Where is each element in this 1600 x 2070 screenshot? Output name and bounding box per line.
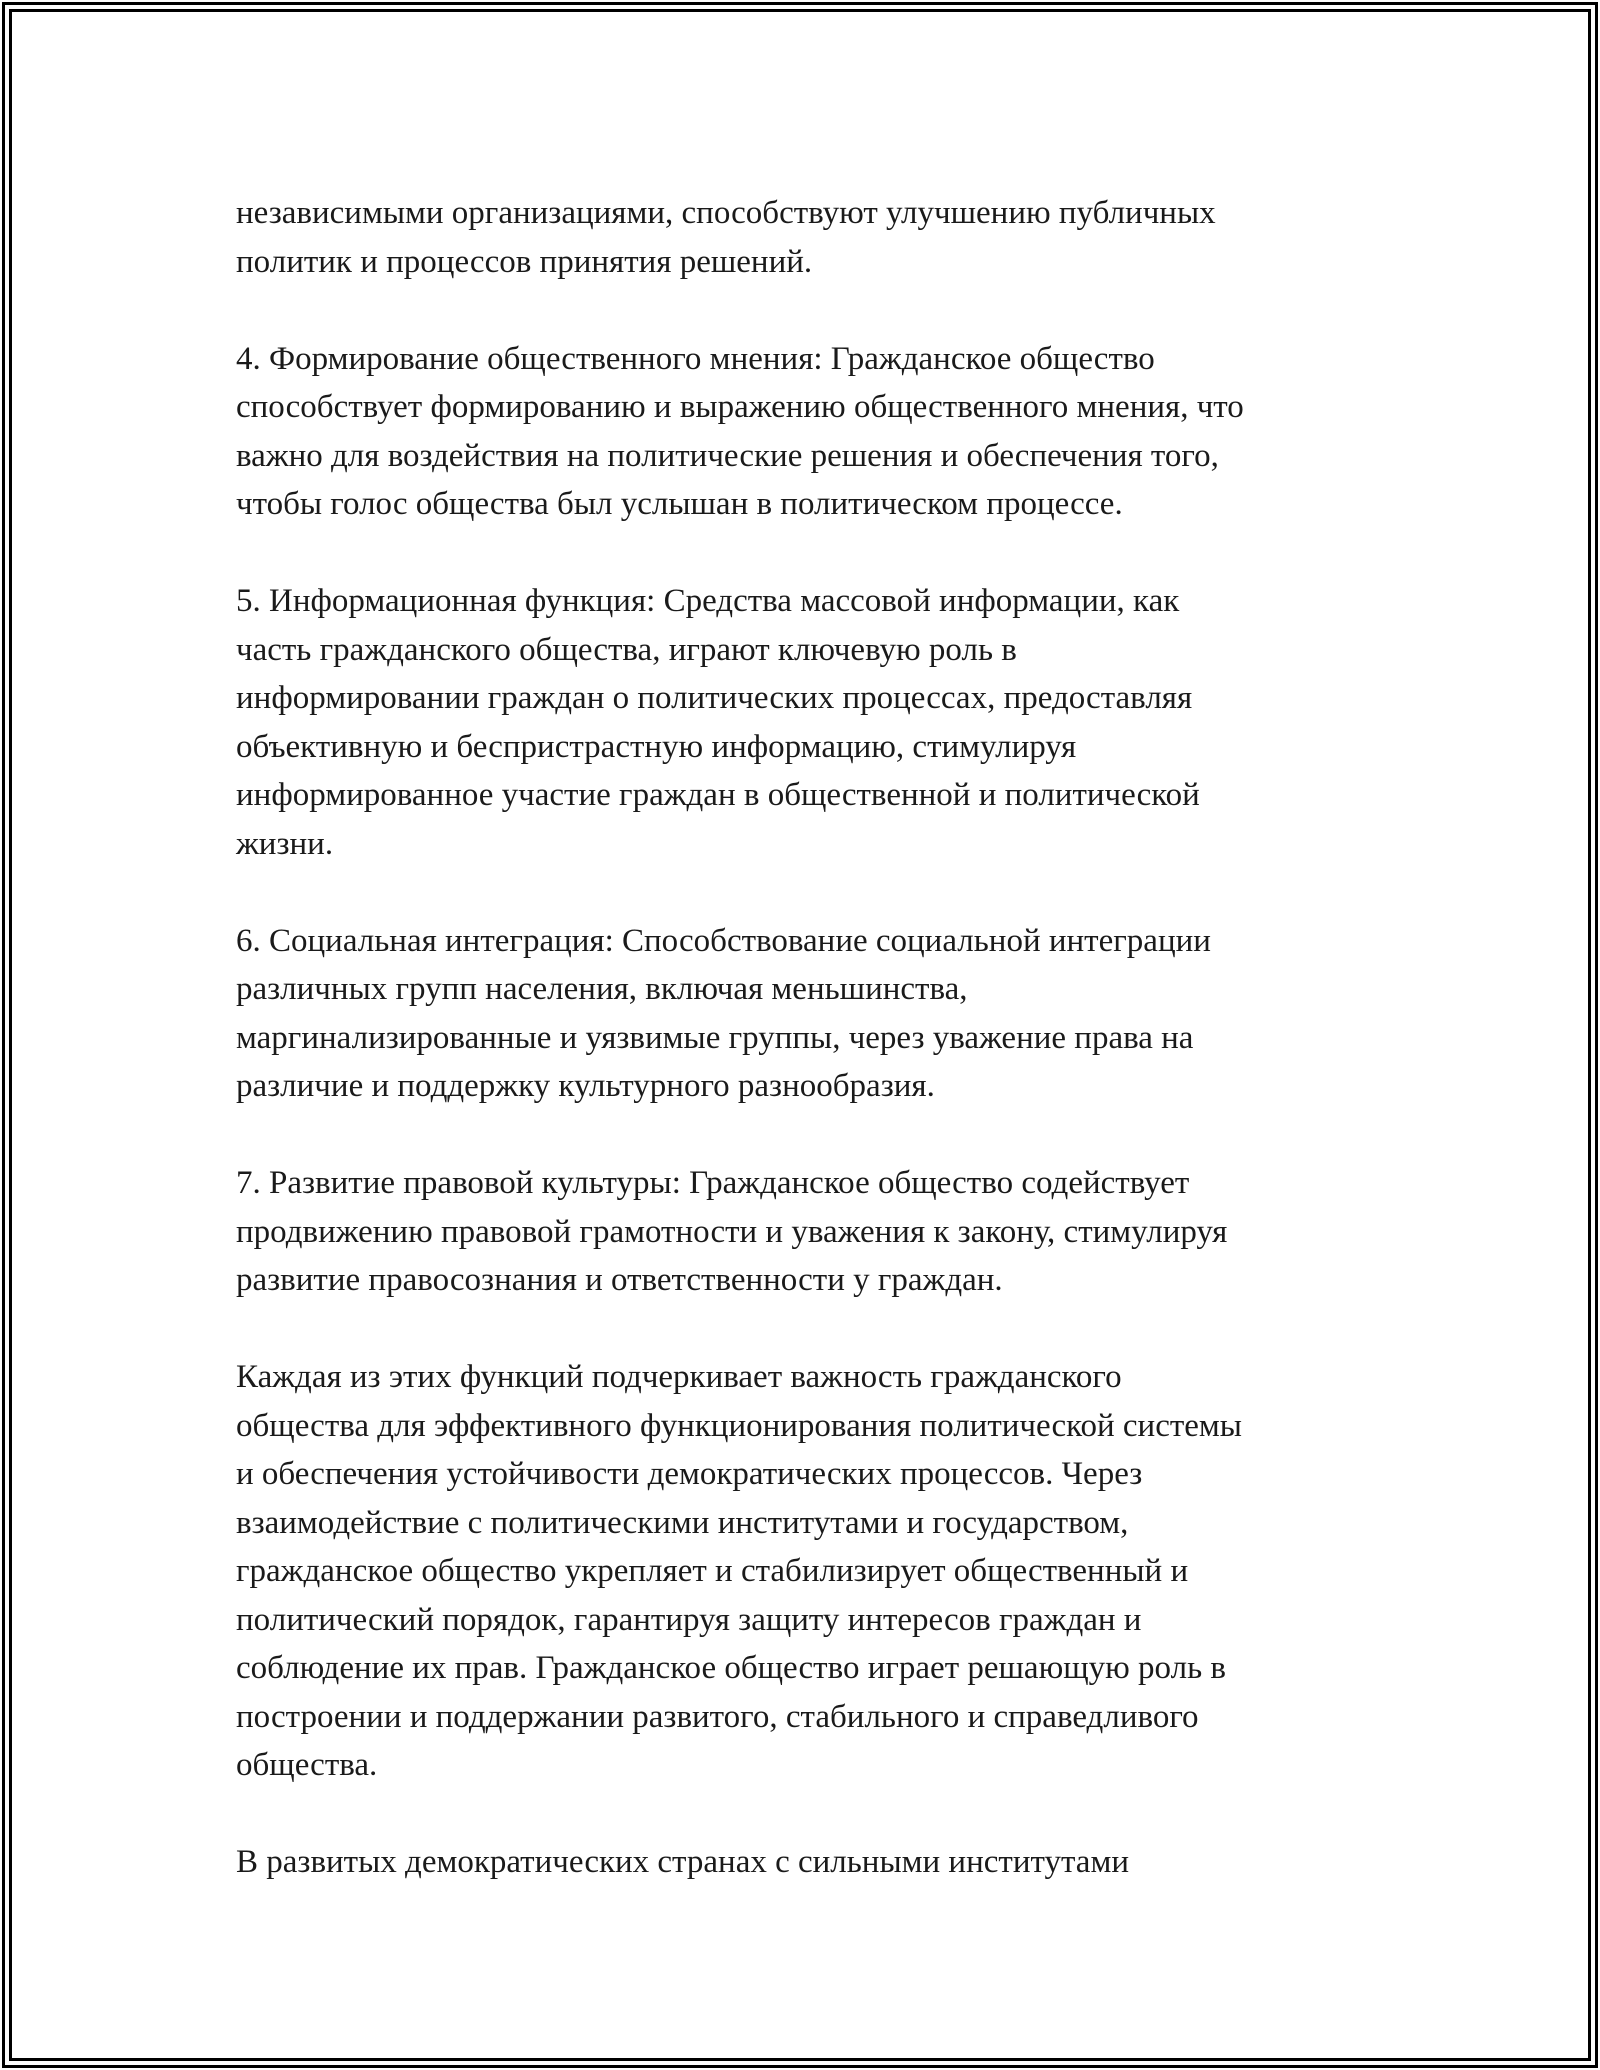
paragraph-item-7: 7. Развитие правовой культуры: Гражданское общество содействует продвижению правовой грамотности и уважения к закону, стимулируя развитие правосознания и ответственности у граждан.: [236, 1165, 1228, 1298]
paragraph-item-5: 5. Информационная функция: Средства массовой информации, как часть гражданского общества, играют ключевую роль в информировании граждан о политических процессах, предоставляя объективную и беспристрастную информацию, стимулируя информированное участие граждан в общественной и политической жизни.: [236, 583, 1200, 862]
paragraph-continuation: независимыми организациями, способствуют улучшению публичных политик и процессов принятия решений.: [236, 195, 1216, 280]
paragraph-item-4: 4. Формирование общественного мнения: Гражданское общество способствует формированию и выражению общественного мнения, что важно для воздействия на политические решения и обеспечения того, чтобы голос общества был услышан в политическом процессе.: [236, 340, 1244, 522]
paragraph-item-6: 6. Социальная интеграция: Способствование социальной интеграции различных групп населения, включая меньшинства, маргинализированные и уязвимые группы, через уважение права на различие и поддержку культурного разнообразия.: [236, 922, 1211, 1104]
paragraph-final: В развитых демократических странах с сильными институтами: [236, 1844, 1129, 1880]
document-body: [236, 189, 1396, 1887]
paragraph-summary: Каждая из этих функций подчеркивает важность гражданского общества для эффективного функционирования политической системы и обеспечения устойчивости демократических процессов. Через взаимодействие с политическими институтами и государством, гражданское общество укрепляет и стабилизирует общественный и политический порядок, гарантируя защиту интересов граждан и соблюдение их прав. Гражданское общество играет решающую роль в построении и поддержании развитого, стабильного и справедливого общества.: [236, 1359, 1242, 1783]
